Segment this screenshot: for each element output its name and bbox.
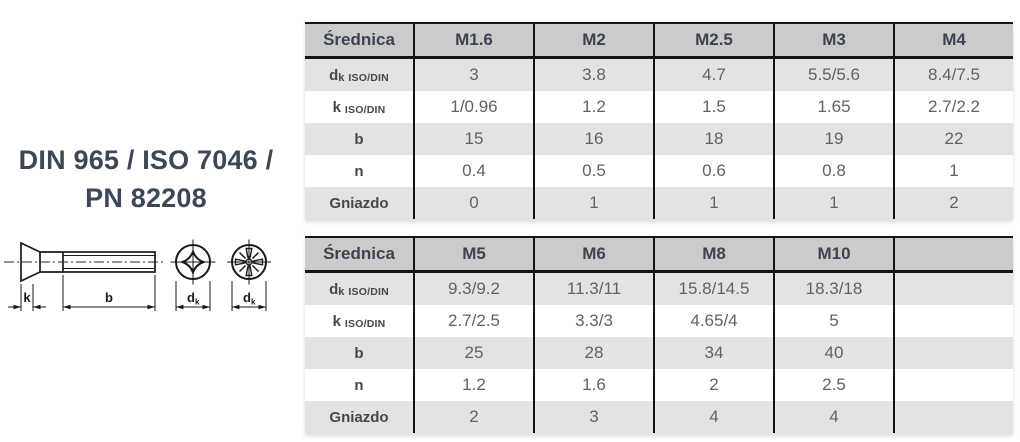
table-cell-value [893, 337, 1013, 369]
row-label [305, 187, 413, 219]
table-cell-value: 1 [653, 187, 773, 219]
left-panel [0, 0, 302, 442]
row-label [305, 337, 413, 369]
table-row [305, 305, 1013, 337]
row-label [305, 91, 413, 123]
table-cell-value: 1.6 [533, 369, 653, 401]
table-cell-value: 0.4 [413, 155, 533, 187]
row-label [305, 273, 413, 305]
column-header-size: M4 [893, 24, 1013, 56]
table-cell-value: 1.5 [653, 91, 773, 123]
row-label-main: d [329, 66, 339, 84]
table-cell-value: 4 [653, 401, 773, 433]
row-label [305, 155, 413, 187]
arrowhead-icon [14, 305, 22, 310]
row-label-main: Gniazdo [329, 408, 389, 426]
arrowhead-icon [148, 305, 156, 310]
table-cell-value: 8.4/7.5 [893, 59, 1013, 91]
table-row [305, 155, 1013, 187]
dimensions-table-large-sizes [305, 236, 1013, 433]
table-cell-value: 2.7/2.2 [893, 91, 1013, 123]
table-cell-value: 19 [773, 123, 893, 155]
table-row [305, 123, 1013, 155]
dimension-label-k: k [23, 290, 31, 305]
table-cell-value: 3.8 [533, 59, 653, 91]
arrowhead-icon [33, 305, 41, 310]
column-header-size: M2.5 [653, 24, 773, 56]
table-header-row [305, 24, 1013, 59]
column-header-size: M3 [773, 24, 893, 56]
table-row [305, 369, 1013, 401]
row-label-main: b [354, 130, 364, 148]
dimension-label-dk-sub: k [195, 297, 200, 307]
table-cell-value: 5 [773, 305, 893, 337]
table-cell-value: 0.8 [773, 155, 893, 187]
table-cell-value: 1 [533, 187, 653, 219]
table-row [305, 401, 1013, 433]
dimension-label-dk: d [187, 290, 195, 305]
table-cell-value: 2.7/2.5 [413, 305, 533, 337]
table-row [305, 337, 1013, 369]
table-cell-value [893, 369, 1013, 401]
arrowhead-icon [176, 305, 184, 310]
table-cell-value: 9.3/9.2 [413, 273, 533, 305]
table-cell-value: 22 [893, 123, 1013, 155]
table-cell-value [893, 273, 1013, 305]
table-cell-value: 0.5 [533, 155, 653, 187]
table-cell-value: 15 [413, 123, 533, 155]
row-label-main: k [332, 312, 341, 330]
table-cell-value: 11.3/11 [533, 273, 653, 305]
row-label [305, 401, 413, 433]
arrowhead-icon [259, 305, 267, 310]
table-cell-value: 2 [653, 369, 773, 401]
table-row [305, 273, 1013, 305]
table-cell-value: 2 [893, 187, 1013, 219]
column-header-size: M10 [773, 238, 893, 270]
dimension-label-dk-sub: k [251, 297, 256, 307]
table-header-row [305, 238, 1013, 273]
table-cell-value: 1.2 [413, 369, 533, 401]
column-header-diameter: Średnica [323, 30, 395, 49]
table-cell-value: 28 [533, 337, 653, 369]
table-row [305, 91, 1013, 123]
table-cell-value: 5.5/5.6 [773, 59, 893, 91]
dimension-dk-phillips [176, 281, 210, 311]
table-cell-value: 3.3/3 [533, 305, 653, 337]
row-label-subscript: k [338, 286, 345, 298]
dimensions-table-small-sizes [305, 22, 1013, 219]
screw-side-view [4, 243, 163, 281]
table-cell-value: 3 [413, 59, 533, 91]
table-cell-value: 1 [773, 187, 893, 219]
table-cell-value: 15.8/14.5 [653, 273, 773, 305]
dimension-label-b: b [105, 290, 113, 305]
phillips-recess-view [171, 240, 216, 285]
table-cell-value [893, 305, 1013, 337]
dimension-k [8, 284, 46, 311]
row-label-suffix: ISO/DIN [348, 285, 389, 298]
column-header-size [893, 238, 1013, 270]
arrowhead-icon [203, 305, 211, 310]
table-cell-value: 4.65/4 [653, 305, 773, 337]
row-label-main: Gniazdo [329, 194, 389, 212]
dimension-label-dk: d [243, 290, 251, 305]
row-label-suffix: ISO/DIN [344, 317, 386, 330]
table-cell-value: 40 [773, 337, 893, 369]
table-cell-value: 18.3/18 [773, 273, 893, 305]
pozidriv-recess-view [227, 240, 271, 285]
standard-title [0, 141, 292, 217]
column-header-size: M5 [413, 238, 533, 270]
column-header-diameter: Średnica [323, 244, 395, 263]
column-header-size: M1.6 [413, 24, 533, 56]
row-label-main: k [332, 98, 341, 116]
table-row [305, 59, 1013, 91]
table-cell-value: 18 [653, 123, 773, 155]
table-cell-value: 0 [413, 187, 533, 219]
table-cell-value: 1.2 [533, 91, 653, 123]
title-line-1: DIN 965 / ISO 7046 / [18, 145, 274, 175]
table-cell-value: 4 [773, 401, 893, 433]
dimension-dk-pozidriv [232, 281, 266, 311]
row-label [305, 369, 413, 401]
arrowhead-icon [232, 305, 240, 310]
column-header-size: M6 [533, 238, 653, 270]
dimension-b [63, 275, 155, 311]
row-label-suffix: ISO/DIN [344, 103, 386, 116]
table-cell-value: 3 [533, 401, 653, 433]
row-label-main: n [354, 162, 364, 180]
table-cell-value: 0.6 [653, 155, 773, 187]
table-cell-value [893, 401, 1013, 433]
table-cell-value: 2.5 [773, 369, 893, 401]
column-header-size: M2 [533, 24, 653, 56]
table-cell-value: 25 [413, 337, 533, 369]
row-label-main: d [329, 280, 339, 298]
row-label-subscript: k [338, 72, 345, 84]
row-label-main: b [354, 344, 364, 362]
table-cell-value: 2 [413, 401, 533, 433]
row-label-suffix: ISO/DIN [348, 71, 389, 84]
technical-drawing [0, 232, 302, 338]
row-label [305, 305, 413, 337]
row-label [305, 123, 413, 155]
table-cell-value: 1.65 [773, 91, 893, 123]
table-cell-value: 16 [533, 123, 653, 155]
table-cell-value: 1 [893, 155, 1013, 187]
column-header-size: M8 [653, 238, 773, 270]
table-cell-value: 34 [653, 337, 773, 369]
table-cell-value: 1/0.96 [413, 91, 533, 123]
row-label [305, 59, 413, 91]
arrowhead-icon [63, 305, 71, 310]
title-line-2: PN 82208 [85, 183, 207, 213]
row-label-main: n [354, 376, 364, 394]
table-cell-value: 4.7 [653, 59, 773, 91]
table-row [305, 187, 1013, 219]
